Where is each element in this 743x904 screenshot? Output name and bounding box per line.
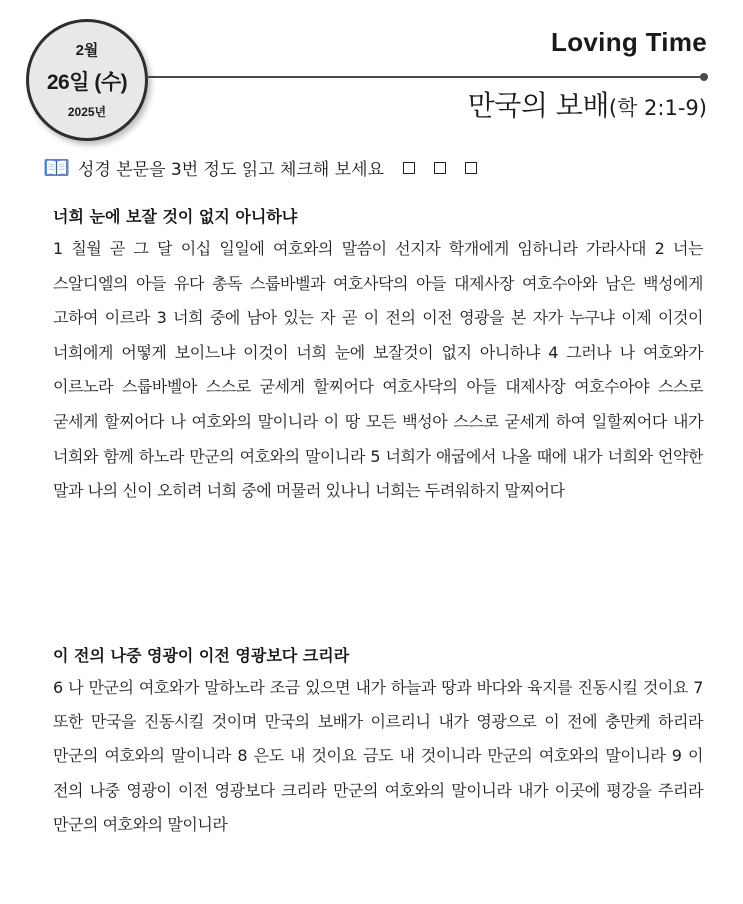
reading-instruction [44,155,477,180]
divider-dot [700,73,708,81]
date-year: 2025년 [67,105,107,119]
section-heading: 이 전의 나중 영광이 이전 영광보다 크리라 [53,646,350,665]
date-badge [26,19,148,141]
reading-checkbox-3[interactable] [465,162,477,174]
scripture-reference: (학 2:1-9) [608,96,707,120]
scripture-section-1 [53,203,703,509]
reading-checkbox-2[interactable] [434,162,446,174]
open-book-icon [44,158,69,177]
page-title-main: 만국의 보배 [467,89,609,122]
date-month: 2월 [75,42,99,59]
section-heading: 너희 눈에 보잘 것이 없지 아니하냐 [53,207,298,226]
header-divider [148,76,704,78]
reading-checkbox-1[interactable] [403,162,415,174]
scripture-passage: 1 칠월 곧 그 달 이십 일일에 여호와의 말씀이 선지자 학개에게 임하니라 가라사대 2 너는 스알디엘의 아들 유다 총독 스룹바벨과 여호사닥의 아들 대제사장 여호수아와 남은 백성에게 고하여 이르라 3 너희 중에 남아 있는 자 곧 이 전의 이전 영광을 본 자가 누구냐 이제 이것이 너희에게 어떻게 보이느냐 이것이 너희 눈에 보잘것이 없지 아니하냐 4 그러나 나 여호와가 이르노라 스룹바벨아 스스로 굳세게 할찌어다 여호사닥의 아들 대제사장 여호수아야 스스로 굳세게 할찌어다 나 여호와의 말이니라 이 땅 모든 백성아 스스로 굳세게 하여 일할찌어다 내가 너희와 함께 하노라 만군의 여호와의 말이니라 5 너희가 애굽에서 나올 때에 내가 너희와 언약한 말과 나의 신이 오히려 너희 중에 머물러 있나니 너희는 두려워하지 말찌어다 [53,239,703,501]
scripture-section-2 [53,642,703,842]
date-day: 26일 (수) [46,71,128,94]
page-title [468,84,707,124]
brand-title: Loving Time [551,27,707,57]
instruction-text: 성경 본문을 3번 정도 읽고 체크해 보세요 [78,160,384,180]
scripture-passage: 6 나 만군의 여호와가 말하노라 조금 있으면 내가 하늘과 땅과 바다와 육지를 진동시킬 것이요 7 또한 만국을 진동시킬 것이며 만국의 보배가 이르리니 내가 영광으로 이 전에 충만케 하리라 만군의 여호와의 말이니라 8 은도 내 것이요 금도 내 것이니라 만군의 여호와의 말이니라 9 이 전의 나중 영광이 이전 영광보다 크리라 만군의 여호와의 말이니라 내가 이곳에 평강을 주리라 만군의 여호와의 말이니라 [53,678,703,834]
